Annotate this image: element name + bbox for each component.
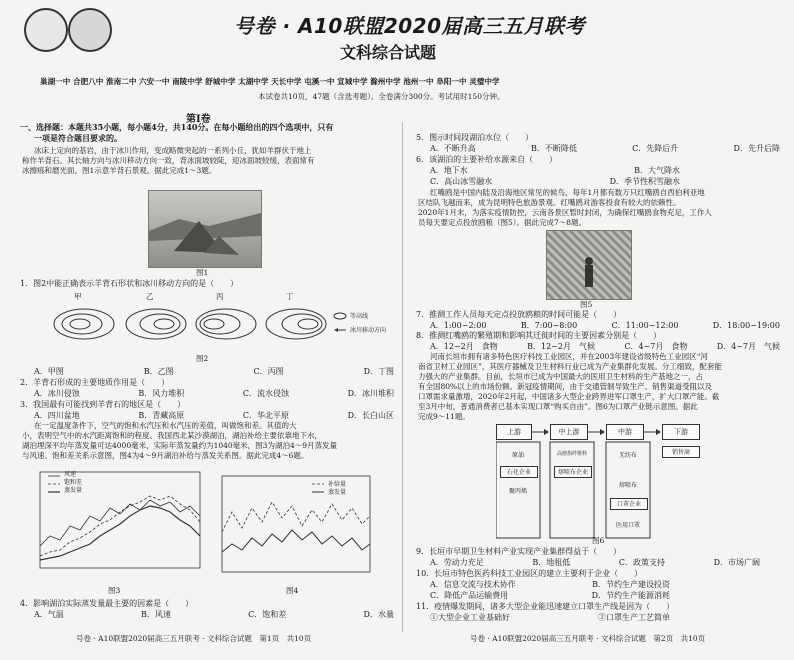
q1-option-c[interactable]: C．丙图 [253,367,284,376]
q2-option-c[interactable]: C．流水侵蚀 [242,389,289,398]
question-8: 8．推测红嘴鸥的繁殖期和影响其迁徙时间的主要因素分别是（ ） [416,331,662,340]
q10-option-a[interactable]: A．信息交流与技术协作 [430,580,516,589]
exam-subject-title: 文科综合试题 [340,43,437,62]
fig2-label-bing: 丙 [216,292,224,301]
q4-option-d[interactable]: D．水量 [363,610,394,619]
q8-option-d[interactable]: D．4~7月 气候 [716,342,780,351]
worker-figure [547,231,631,299]
question-10-options [430,579,670,601]
schools-list: 巢湖一中 合肥八中 淮南二中 六安一中 南陵中学 舒城中学 太湖中学 天长中学 屯溪一中 宣城中学 滁州中学 池州一中 阜阳一中 灵璧中学 [40,77,500,86]
q9-option-d[interactable]: D．市场广阔 [713,558,760,567]
fig3-legend-wind: 风速 [64,471,77,478]
question-1: 1．图2中能正确表示羊背石形状和冰川移动方向的是（ ） [20,279,239,288]
q1-option-b[interactable]: B．乙图 [143,367,174,376]
q6-option-b[interactable]: B．大气降水 [634,166,680,175]
fig2-label-ding: 丁 [286,292,294,301]
fig6-stage-upstream: 上游 [496,424,532,440]
q2-option-a[interactable]: A．冰川侵蚀 [34,389,80,398]
contour-ding [266,309,326,339]
fig2-label-jia: 甲 [74,292,82,301]
figure-4-recharge-chart [212,472,372,576]
question-8-options [430,341,780,352]
q9-option-c[interactable]: C．政策支持 [618,558,665,567]
q6-option-a[interactable]: A．地下水 [430,166,468,175]
instructions-line1: 一、选择题：本题共35小题，每小题4分，共140分。在每小题给出的四个选项中，只有 [20,122,334,132]
q7-option-d[interactable]: D．18:00~19:00 [712,321,780,330]
question-5-options [430,143,780,154]
question-6: 6．该湖泊的主要补给水源来自（ ） [416,155,558,164]
q3-option-a[interactable]: A．四川盆地 [34,411,80,420]
q6-option-c[interactable]: C．高山冰雪融水 [430,177,493,186]
figure-1-caption: 图1 [196,268,209,277]
q7-option-b[interactable]: B．7:00~8:00 [520,321,578,330]
question-9-options [430,557,760,568]
question-10: 10．长垣市特色医药科技工业园区的建立主要利于企业（ ） [416,569,643,578]
question-4-options [34,609,394,620]
figure-3-caption: 图3 [108,586,121,595]
q2-option-b[interactable]: B．风力堆积 [138,389,185,398]
section-title: 第Ⅰ卷 [186,114,211,125]
question-9: 9．长垣市早期卫生材料产业实现产业集群得益于（ ） [416,547,622,556]
fig4-recharge-line [222,502,370,532]
figure-1-sheepback-rock-photo [148,190,262,268]
fig6-box-meltblown-firm: 熔喷布企业 [554,466,592,478]
fig4-legend-evap: 蒸发量 [328,489,347,496]
rock-silhouette [149,191,261,267]
exam-note: 本试卷共10页，47题（含选考题）。全卷满分300分。考试用时150分钟。 [258,92,505,101]
figure-2-caption: 图2 [196,354,209,363]
fig6-box-crude-oil: 原油 [511,452,524,459]
instructions-line2: 一项是符合题目要求的。 [34,133,122,143]
fig6-box-seller: 销售商 [662,446,700,458]
question-11-options [430,612,670,623]
passage-glacier: 冰床上定向的基岩，由于冰川作用，变成略微突起的一系列小丘，犹如羊群伏于地上 称作羊背石。其长轴方向与冰川移动方向一致，背冰面坡较陡，迎冰面坡较缓，表面常有 冰擦痕和磨光面。图1示意羊背石景观。据此完成1～3题。 [22,146,315,175]
school-seal-left [24,8,68,52]
q7-option-a[interactable]: A．1:00~2:00 [430,321,487,330]
fig6-stage-midstream: 中游 [606,424,644,440]
contour-bing [196,309,256,339]
column-divider [402,122,403,632]
q3-option-d[interactable]: D．长白山区 [347,411,394,420]
q9-option-a[interactable]: A．劳动力充足 [430,558,484,567]
question-3: 3．我国最有可能找到羊背石的地区是（ ） [20,400,186,409]
q4-option-a[interactable]: A．气温 [34,610,64,619]
question-11: 11．疫情爆发期间，诸多大型企业能迅速建立口罩生产线是因为（ ） [416,602,675,611]
fig6-stage-mid-upstream: 中上游 [550,424,588,440]
q3-option-b[interactable]: B．青藏高原 [138,411,185,420]
q8-option-c[interactable]: C．4~7月 食物 [624,342,688,351]
fig3-legend-deficit: 饱和差 [64,479,83,486]
figure-5-caption: 图5 [580,300,593,309]
q3-option-c[interactable]: C．华北平原 [242,411,289,420]
q7-option-c[interactable]: C．11:00~12:00 [611,321,679,330]
fig2-label-yi: 乙 [146,292,154,301]
q10-option-b[interactable]: B．节约生产建设投资 [592,580,670,589]
fig6-box-mask-firm: 口罩企业 [610,498,648,510]
question-1-options [34,366,394,377]
fig6-box-petrochem: 石化企业 [500,466,538,478]
q5-option-d[interactable]: D．先升后降 [733,144,780,153]
figure-2-contour-diagrams [44,292,374,352]
q8-option-b[interactable]: B．12~2月 气候 [527,342,595,351]
fig2-legend-direction: 冰川移动方向 [350,327,387,334]
figure-3-evaporation-chart [24,466,204,576]
fig6-box-nonwoven: 无纺布 [618,452,637,459]
fig3-wind-line [40,500,200,546]
q11-option-1[interactable]: ①大型企业工业基础好 [430,613,510,622]
question-4: 4．影响湖泊实际蒸发量最主要的因素是（ ） [20,599,194,608]
footer-left: 号卷 · A10联盟2020届高三五月联考 · 文科综合试题 第1页 共10页 [76,634,312,643]
contour-jia [54,309,114,339]
q8-option-a[interactable]: A．12~2月 食物 [430,342,498,351]
question-2: 2．羊背石形成的主要地质作用是（ ） [20,378,170,387]
q4-option-b[interactable]: B．风速 [141,610,171,619]
school-seal-right [68,8,112,52]
question-6-options [430,165,780,187]
q11-option-2[interactable]: ②口罩生产工艺简单 [598,613,670,622]
q1-option-d[interactable]: D．丁图 [363,367,394,376]
q1-option-a[interactable]: A．甲图 [34,367,64,376]
fig6-stage-downstream: 下游 [662,424,700,440]
q9-option-b[interactable]: B．地租低 [532,558,571,567]
q10-option-c[interactable]: C．降低产品运输费用 [430,591,509,600]
figure-4-caption: 图4 [286,586,299,595]
footer-right: 号卷 · A10联盟2020届高三五月联考 · 文科综合试题 第2页 共10页 [470,634,706,643]
question-2-options [34,388,394,399]
fig2-legend-contour: 等高线 [350,313,369,320]
fig3-deficit-line [40,496,200,556]
fig6-box-high-melt-fiber: 高熔指纤维料 [556,451,587,457]
figure-5-gull-feeding-photo [546,230,632,300]
question-5: 5．图示时间段湖泊水位（ ） [416,133,534,142]
q5-option-c[interactable]: C．先降后升 [632,144,679,153]
fig4-legend-recharge: 补给量 [328,481,347,488]
fig6-box-polypropylene: 聚丙烯 [508,488,527,495]
question-7: 7．推测工作人员每天定点投放鸥粮的时间可能是（ ） [416,310,622,319]
passage-masks: 河南长垣市拥有诸多特色医疗科技工业园区，并在2003年建设省级特色工业园区“河 南省卫材工业园区”，其医疗器械及卫生材料行业已成为产业集群化发展。分工细致，配套能 力强大的产业集群。目前，长垣市已成为中国最大的医用卫生材料的生产基地之一，占 有全国80%以上的市场份额。新冠疫情期间，由于交通管制导致生产、销售渠道受阻以及 口罩需求量激增，2020年2月起，中国诸多大型企业跨界进军口罩生产，扩大口罩产能。截 至3月中旬，普通消费者已基本实现口罩“购买自由”。图6为口罩产业链示意图。据此 完成9～11题。 [418,352,722,421]
fig6-arrows [496,424,706,540]
passage-lake: 在一定温度条件下，空气的饱和水汽压和水汽压的差值，叫做饱和差。其值的大 小，表明空气中的水汽距离饱和的程度。我国西北某沙漠湖泊，湖泊补给主要依靠地下水， 湖泊埋深平均年蒸发量可达4000毫米，实际年蒸发量约为1040毫米，图3为湖泊4～9月蒸发量 与风速、饱和差关系示意图，图4为4～9月湖泊补给与蒸发关系图。据此完成4～6题。 [22,421,337,460]
passage-gulls: 红嘴鸥是中国内陆及沿海地区常见的候鸟，每年1月都有数万只红嘴鸥自西伯利亚地 区结队飞越而来，成为昆明特色旅游景观。红嘴鸥对游客投食有较大的依赖性。 2020年1月末，为落实疫情防控，云南各景区暂时封闭，为确保红嘴鸥食物充足，工作人 员每天要定点投放鸥粮（图5）。据此完成7～8题。 [418,188,712,227]
q6-option-d[interactable]: D．季节性积雪融水 [609,177,680,186]
fig6-box-meltblown-cloth: 熔喷布 [618,482,637,489]
fig6-box-medical-mask: 医用口罩 [615,522,640,529]
exam-brand-title: 号卷 · A10联盟2020届高三五月联考 [234,14,585,38]
q4-option-c[interactable]: C．饱和差 [248,610,287,619]
q5-option-a[interactable]: A．不断升高 [430,144,476,153]
fig4-evap-line [222,530,370,552]
q2-option-d[interactable]: D．冰川堆积 [347,389,394,398]
figure-6-caption: 图6 [592,536,605,545]
fig3-legend-evap: 蒸发量 [64,487,83,494]
figure-6-mask-industry-chain [496,424,706,540]
contour-yi [126,309,186,339]
question-3-options [34,410,394,421]
q5-option-b[interactable]: B．不断降低 [531,144,577,153]
q10-option-d[interactable]: D．节约生产能源消耗 [591,591,670,600]
